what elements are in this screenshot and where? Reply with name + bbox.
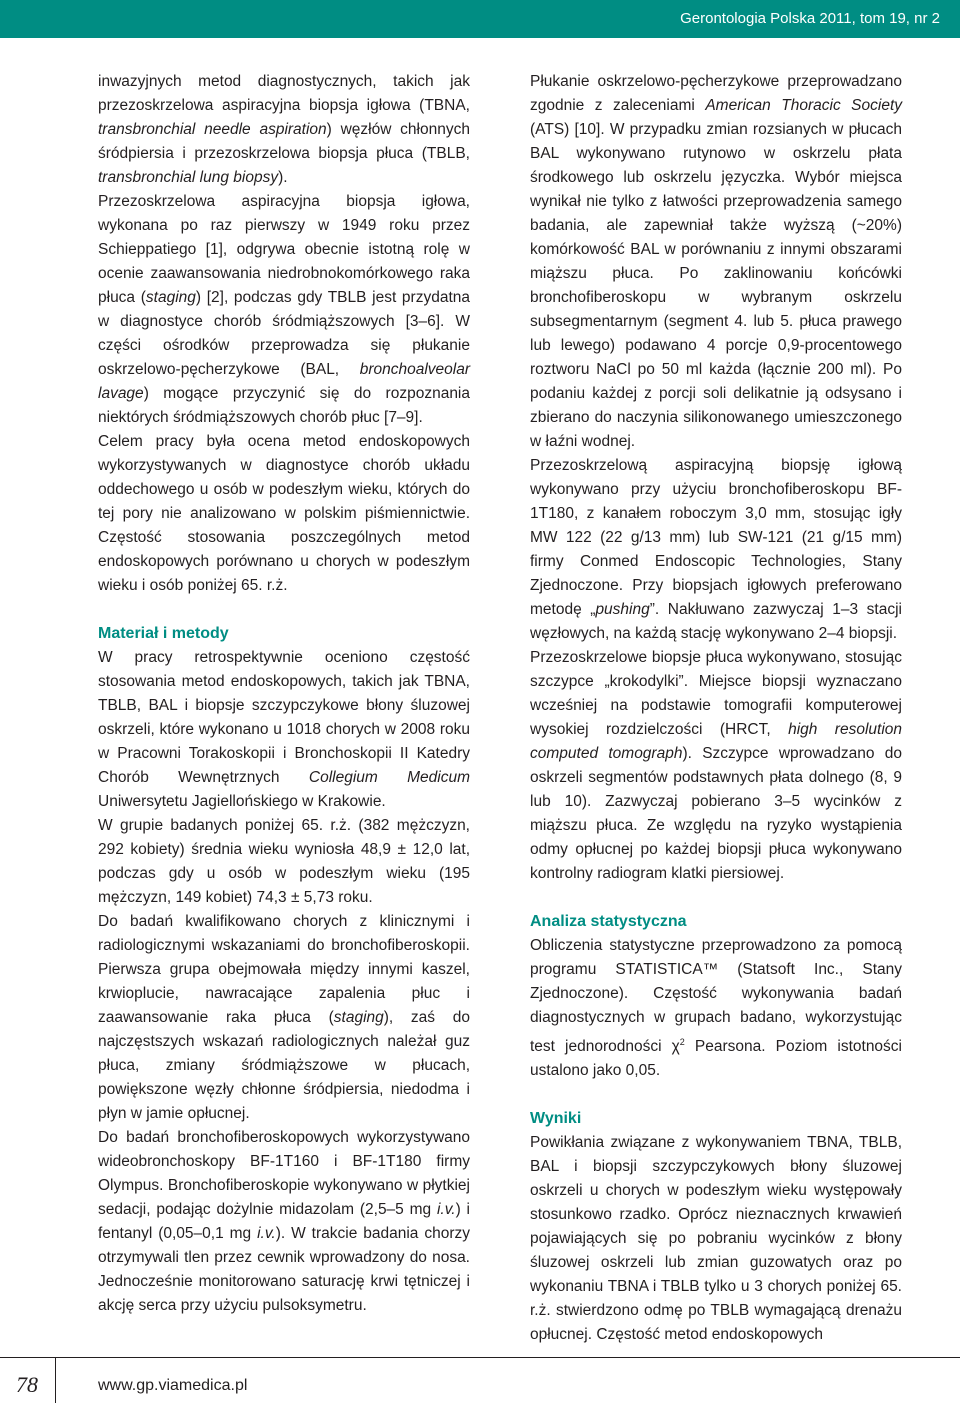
journal-header-bar — [0, 0, 960, 38]
page-number: 78 — [16, 1372, 38, 1397]
paragraph: Przezoskrzelowe biopsje płuca wykonywano, stosując szczypce „krokodylki”. Miejsce biopsji wyznaczano wcześniej na podstawie tomografii komputerowej wysokiej rozdzielczości (HRCT, high resolution computed tomograph). Szczypce wprowadzano do oskrzeli segmentów podstawnych płata dolnego (8, 9 lub 10). Zazwyczaj pobierano 3–5 wycinków z miąższu płuca. Ze względu na ryzyko wystąpienia odmy opłucnej po każdej biopsji płuca wykonywano kontrolny radiogram klatki piersiowej. — [530, 649, 902, 882]
paragraph: Do badań bronchofiberoskopowych wykorzystywano wideobronchoskopy BF-1T160 i BF-1T180 firmy Olympus. Bronchofiberoskopie wykonywano w płytkiej sedacji, podając dożylnie midazolam (2,5–5 mg i.v.) i fentanyl (0,05–0,1 mg i.v.). W trakcie badania chorzy otrzymywali tlen przez cewnik wprowadzony do nosa. Jednocześnie monitorowano saturację krwi tętniczej i akcję serca przy użyciu pulsoksymetru. — [98, 1129, 470, 1314]
section-heading-results: Wyniki — [530, 1110, 582, 1128]
paragraph: Przezoskrzelową aspiracyjną biopsję igłową wykonywano przy użyciu bronchofiberoskopu BF-1T180, z kanałem roboczym 3,0 mm, stosując igły MW 122 (22 g/13 mm) lub SW-121 (21 g/15 mm) firmy Conmed Endoscopic Technologies, Stany Zjednoczone. Przy biopsjach igłowych preferowano metodę „pushing”. Nakłuwano zazwyczaj 1–3 stacji węzłowych, na każdą stację wykonywano 2–4 biopsji. — [530, 457, 902, 642]
paragraph: inwazyjnych metod diagnostycznych, takich jak przezoskrzelowa aspiracyjna biopsja igłowa (TBNA, transbronchial needle aspiration) węzłów chłonnych śródpiersia i przezoskrzelowa biopsja płuca (TBLB, transbronchial lung biopsy). — [98, 73, 470, 186]
paragraph: Przezoskrzelowa aspiracyjna biopsja igłowa, wykonana po raz pierwszy w 1949 roku przez Schieppatiego [1], odgrywa obecnie istotną rolę w ocenie zaawansowania niedrobnokomórkowego raka płuca (staging) [2], podczas gdy TBLB jest przydatna w diagnostyce chorób śródmiąższowych [3–6]. W części ośrodków przeprowadza się płukanie oskrzelowo-pęcherzykowe (BAL, bronchoalveolar lavage) mogące przyczynić się do rozpoznania niektórych śródmiąższowych chorób płuc [7–9]. — [98, 193, 470, 426]
footer-url: www.gp.viamedica.pl — [98, 1377, 248, 1394]
footer-rule — [0, 1357, 960, 1358]
paragraph: W grupie badanych poniżej 65. r.ż. (382 mężczyzn, 292 kobiety) średnia wieku wyniosła 48,9 ± 12,0 lat, podczas gdy u osób w podeszłym wieku (195 mężczyzn, 149 kobiet) 74,3 ± 5,73 roku. — [98, 817, 470, 906]
paragraph: Płukanie oskrzelowo-pęcherzykowe przeprowadzano zgodnie z zaleceniami American Thoracic Society (ATS) [10]. W przypadku zmian rozsianych w płucach BAL wykonywano rutynowo w oskrzelu płata środkowego lub oskrzelu języczka. Wybór miejsca wynikał nie tylko z łatwości przeprowadzenia samego badania, ale zapewniał także wyższą (~20%) komórkowość BAL w porównaniu z innymi obszarami miąższu płuca. Po zaklinowaniu końcówki bronchofiberoskopu w wybranym oskrzelu subsegmentarnym (segment 4. lub 5. płuca prawego lub lewego) podawano 4 porcje 0,9-procentowego roztworu NaCl po 50 ml każda (łącznie 200 ml). Po podaniu każdej z porcji soli delikatnie ją odsysano i zbierano do naczynia silikonowanego umieszczonego w łaźni wodnej. — [530, 73, 903, 450]
paragraph: Do badań kwalifikowano chorych z klinicznymi i radiologicznymi wskazaniami do bronchofiberoskopii. Pierwsza grupa obejmowała między innymi kaszel, krwioplucie, nawracające zapalenia płuc i zaawansowanie raka płuca (staging), zaś do najczęstszych wskazań radiologicznych należał guz płuca, zmiany śródmiąższowe w płucach, powiększone węzły chłonne śródpiersia, niedodma i płyn w jamie opłucnej. — [98, 913, 470, 1122]
section-heading-statistics: Analiza statystyczna — [530, 913, 687, 930]
right-column — [530, 70, 902, 1347]
paragraph: Powikłania związane z wykonywaniem TBNA, TBLB, BAL i biopsji szczypczykowych błony śluzowej oskrzeli u chorych w podeszłym wieku występowały stosunkowo rzadko. Oprócz nieznacznych krwawień pojawiających się po pobraniu wycinków z błony śluzowej oskrzeli lub zmian guzowatych oraz po wykonaniu TBNA i TBLB tylko u 3 chorych poniżej 65. r.ż. stwierdzono odmę po TBLB wymagającą drenażu opłucnej. Częstość metod endoskopowych — [530, 1134, 902, 1344]
journal-citation: Gerontologia Polska 2011, tom 19, nr 2 — [680, 10, 940, 27]
paragraph: Celem pracy była ocena metod endoskopowych wykorzystywanych w diagnostyce chorób układu oddechowego u osób w podeszłym wieku, których do tej pory nie analizowano w polskim piśmiennictwie. Częstość stosowania poszczególnych metod endoskopowych porównano u chorych w podeszłym wieku i osób poniżej 65. r.ż. — [98, 433, 470, 594]
footer-divider — [55, 1357, 56, 1403]
paragraph: Obliczenia statystyczne przeprowadzono za pomocą programu STATISTICA™ (Statsoft Inc., Stany Zjednoczone). Częstość wykonywania badań diagnostycznych w grupach badano, wykorzystując test jednorodności $\chi^2$ Pearsona. Poziom istotności ustalono jako 0,05. — [530, 937, 903, 1080]
paragraph: W pracy retrospektywnie oceniono częstość stosowania metod endoskopowych, takich jak TBNA, TBLB, BAL i biopsje szczypczykowe błony śluzowej oskrzeli, które wykonano u 1018 chorych w 2008 roku w Pracowni Torakoskopii i Bronchoskopii II Katedry Chorób Wewnętrznych Collegium Medicum Uniwersytetu Jagiellońskiego w Krakowie. — [98, 649, 471, 810]
section-heading-methods: Materiał i metody — [98, 625, 229, 642]
left-column — [98, 70, 470, 1318]
